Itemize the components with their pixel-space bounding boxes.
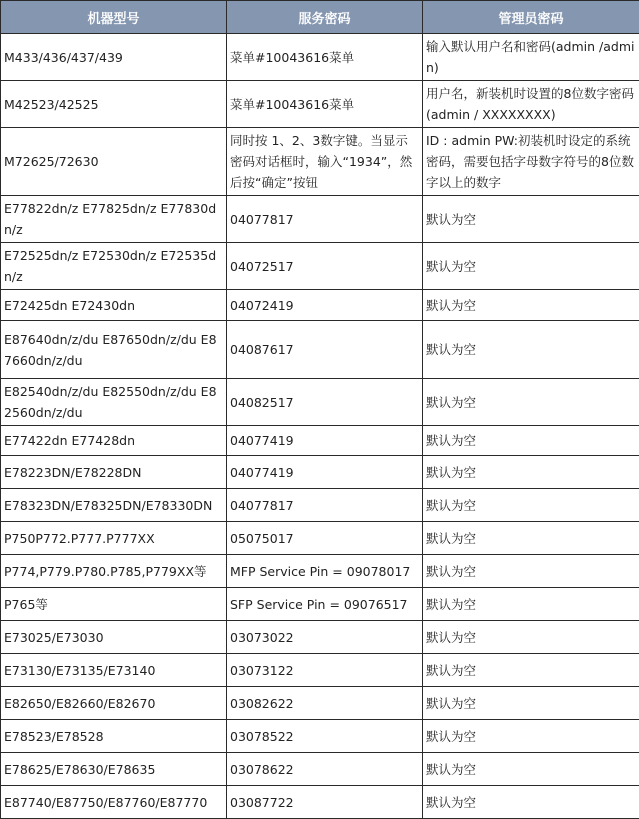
table-row bbox=[1, 753, 639, 786]
header-model: 机器型号 bbox=[1, 1, 227, 34]
service-password-cell: 04072419 bbox=[227, 290, 423, 321]
admin-password-cell: 默认为空 bbox=[423, 753, 639, 786]
admin-password-cell: 默认为空 bbox=[423, 379, 639, 426]
model-cell: E82650/E82660/E82670 bbox=[1, 687, 227, 720]
model-cell: E73025/E73030 bbox=[1, 621, 227, 654]
service-password-cell: 04077817 bbox=[227, 489, 423, 522]
model-cell: E87640dn/z/du E87650dn/z/du E87660dn/z/du bbox=[1, 321, 227, 379]
model-cell: E77422dn E77428dn bbox=[1, 426, 227, 456]
admin-password-cell: 默认为空 bbox=[423, 489, 639, 522]
header-service-password: 服务密码 bbox=[227, 1, 423, 34]
table-row bbox=[1, 321, 639, 379]
service-password-cell: 04072517 bbox=[227, 243, 423, 290]
model-cell: E72525dn/z E72530dn/z E72535dn/z bbox=[1, 243, 227, 290]
table-row bbox=[1, 555, 639, 588]
service-password-cell: 04077817 bbox=[227, 196, 423, 243]
table-row bbox=[1, 426, 639, 456]
service-password-cell: 03073022 bbox=[227, 621, 423, 654]
table-row bbox=[1, 128, 639, 196]
model-cell: E72425dn E72430dn bbox=[1, 290, 227, 321]
service-password-cell: 03087722 bbox=[227, 786, 423, 819]
table-row bbox=[1, 489, 639, 522]
table-row bbox=[1, 687, 639, 720]
admin-password-cell: 默认为空 bbox=[423, 555, 639, 588]
table-row bbox=[1, 290, 639, 321]
admin-password-cell: 默认为空 bbox=[423, 321, 639, 379]
model-cell: M42523/42525 bbox=[1, 81, 227, 128]
service-password-cell: SFP Service Pin = 09076517 bbox=[227, 588, 423, 621]
table-row bbox=[1, 720, 639, 753]
table-row bbox=[1, 621, 639, 654]
service-password-cell: 菜单#10043616菜单 bbox=[227, 34, 423, 81]
table-row bbox=[1, 786, 639, 819]
model-cell: E87740/E87750/E87760/E87770 bbox=[1, 786, 227, 819]
model-cell: M433/436/437/439 bbox=[1, 34, 227, 81]
service-password-cell: 菜单#10043616菜单 bbox=[227, 81, 423, 128]
table-row bbox=[1, 34, 639, 81]
service-password-cell: 04077419 bbox=[227, 426, 423, 456]
header-row bbox=[1, 1, 639, 34]
model-cell: E78323DN/E78325DN/E78330DN bbox=[1, 489, 227, 522]
service-password-cell: 03078522 bbox=[227, 720, 423, 753]
admin-password-cell: 用户名，新装机时设置的8位数字密码(admin / XXXXXXXX) bbox=[423, 81, 639, 128]
model-cell: E78523/E78528 bbox=[1, 720, 227, 753]
admin-password-cell: 默认为空 bbox=[423, 654, 639, 687]
table-row bbox=[1, 196, 639, 243]
service-password-cell: 04077419 bbox=[227, 456, 423, 489]
table-row bbox=[1, 81, 639, 128]
service-password-cell: 04082517 bbox=[227, 379, 423, 426]
service-password-cell: 03078622 bbox=[227, 753, 423, 786]
table-row bbox=[1, 379, 639, 426]
table-row bbox=[1, 456, 639, 489]
table-row bbox=[1, 243, 639, 290]
table-row bbox=[1, 654, 639, 687]
admin-password-cell: 默认为空 bbox=[423, 243, 639, 290]
model-cell: E78223DN/E78228DN bbox=[1, 456, 227, 489]
admin-password-cell: 默认为空 bbox=[423, 588, 639, 621]
service-password-cell: 同时按 1、2、3数字键。当显示密码对话框时，输入“1934”，然后按“确定”按钮 bbox=[227, 128, 423, 196]
admin-password-cell: 默认为空 bbox=[423, 196, 639, 243]
model-cell: E78625/E78630/E78635 bbox=[1, 753, 227, 786]
model-cell: E77822dn/z E77825dn/z E77830dn/z bbox=[1, 196, 227, 243]
service-password-cell: MFP Service Pin = 09078017 bbox=[227, 555, 423, 588]
header-admin-password: 管理员密码 bbox=[423, 1, 639, 34]
admin-password-cell: 默认为空 bbox=[423, 621, 639, 654]
model-cell: P774,P779.P780.P785,P779XX等 bbox=[1, 555, 227, 588]
service-password-cell: 03082622 bbox=[227, 687, 423, 720]
service-password-cell: 05075017 bbox=[227, 522, 423, 555]
table-row bbox=[1, 522, 639, 555]
model-cell: P750P772.P777.P777XX bbox=[1, 522, 227, 555]
model-cell: M72625/72630 bbox=[1, 128, 227, 196]
model-cell: P765等 bbox=[1, 588, 227, 621]
admin-password-cell: 默认为空 bbox=[423, 290, 639, 321]
admin-password-cell: 默认为空 bbox=[423, 720, 639, 753]
admin-password-cell: 默认为空 bbox=[423, 456, 639, 489]
model-cell: E73130/E73135/E73140 bbox=[1, 654, 227, 687]
model-cell: E82540dn/z/du E82550dn/z/du E82560dn/z/du bbox=[1, 379, 227, 426]
service-password-cell: 03073122 bbox=[227, 654, 423, 687]
service-password-cell: 04087617 bbox=[227, 321, 423, 379]
admin-password-cell: 输入默认用户名和密码(admin /admin) bbox=[423, 34, 639, 81]
admin-password-cell: 默认为空 bbox=[423, 426, 639, 456]
admin-password-cell: 默认为空 bbox=[423, 786, 639, 819]
admin-password-cell: 默认为空 bbox=[423, 522, 639, 555]
table-row bbox=[1, 588, 639, 621]
admin-password-cell: 默认为空 bbox=[423, 687, 639, 720]
admin-password-cell: ID : admin PW:初装机时设定的系统密码，需要包括字母数字符号的8位数字以上的数字 bbox=[423, 128, 639, 196]
